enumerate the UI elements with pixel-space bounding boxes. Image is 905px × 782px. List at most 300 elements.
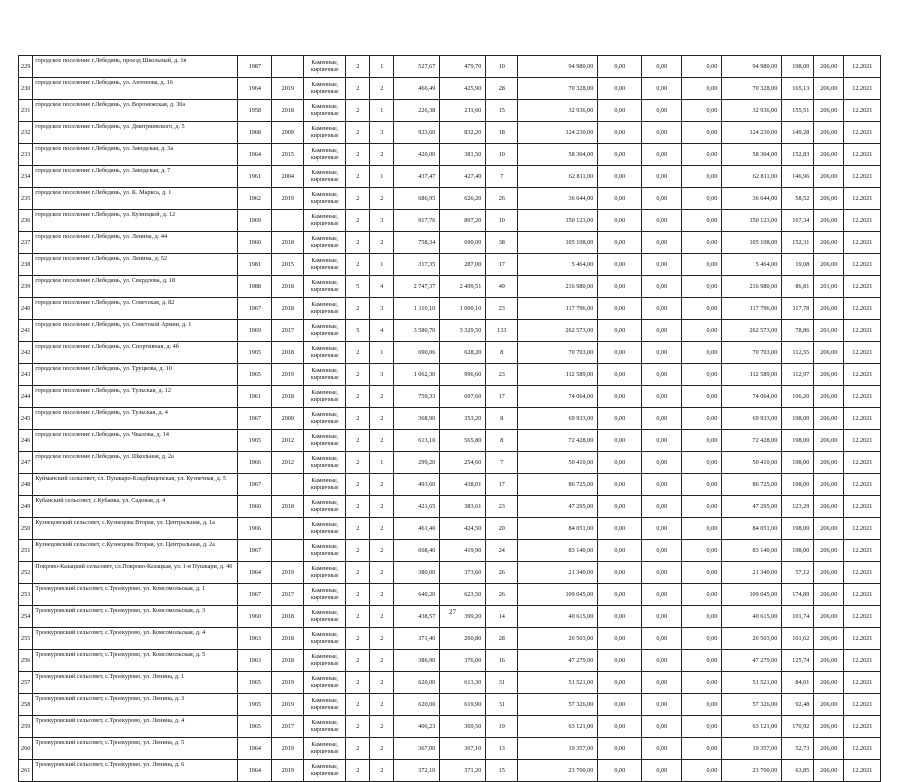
floors-cell: 2	[346, 364, 370, 386]
row-number: 255	[19, 628, 33, 650]
year-repaired-cell	[272, 474, 304, 496]
owners-funds-cell: 105 108,00	[722, 232, 782, 254]
table-row	[19, 408, 881, 430]
total-area-cell: 461,40	[394, 518, 440, 540]
floors-cell: 5	[346, 320, 370, 342]
floors-cell: 2	[346, 716, 370, 738]
year-built-cell: 1963	[238, 628, 272, 650]
residents-cell: 16	[486, 650, 518, 672]
entrances-cell: 1	[370, 166, 394, 188]
total-cost-cell: 109 045,00	[518, 584, 598, 606]
unit-cost-cell: 86,81	[782, 276, 814, 298]
row-number: 229	[19, 56, 33, 78]
floors-cell: 2	[346, 606, 370, 628]
total-area-cell: 620,00	[394, 694, 440, 716]
regional-budget-cell: 0,00	[642, 342, 682, 364]
address-cell: городское поселение г.Лебедянь, ул. К. Маркса, д. 1	[33, 188, 238, 210]
year-repaired-cell: 2018	[272, 298, 304, 320]
residents-cell: 20	[486, 518, 518, 540]
total-cost-cell: 63 121,00	[518, 716, 598, 738]
regional-budget-cell: 0,00	[642, 364, 682, 386]
year-built-cell: 1966	[238, 452, 272, 474]
regional-budget-cell: 0,00	[642, 408, 682, 430]
entrances-cell: 2	[370, 78, 394, 100]
residents-cell: 7	[486, 166, 518, 188]
living-area-cell: 373,60	[440, 562, 486, 584]
completion-date-cell: 12.2021	[844, 694, 881, 716]
table-row	[19, 430, 881, 452]
total-area-cell: 420,00	[394, 144, 440, 166]
year-repaired-cell: 2012	[272, 452, 304, 474]
floors-cell: 2	[346, 430, 370, 452]
wall-material-cell: Каменные, кирпичные	[304, 474, 346, 496]
living-area-cell: 438,01	[440, 474, 486, 496]
row-number: 236	[19, 210, 33, 232]
total-cost-cell: 94 980,00	[518, 56, 598, 78]
local-budget-cell: 0,00	[682, 122, 722, 144]
wall-material-cell: Каменные, кирпичные	[304, 452, 346, 474]
year-built-cell: 1964	[238, 760, 272, 782]
regional-budget-cell: 0,00	[642, 166, 682, 188]
unit-cost-cell: 112,97	[782, 364, 814, 386]
year-repaired-cell: 2019	[272, 78, 304, 100]
address-cell: Кубанский сельсовет, с.Кубанка, ул. Садовая, д. 4	[33, 496, 238, 518]
living-area-cell: 371,20	[440, 760, 486, 782]
address-cell: Покрово-Казацкий сельсовет, сл.Покрово-Казацкая, ул. 1-я Пушкари, д. 46	[33, 562, 238, 584]
wall-material-cell: Каменные, кирпичные	[304, 210, 346, 232]
fund-share-cell: 0,00	[598, 122, 642, 144]
living-area-cell: 399,20	[440, 606, 486, 628]
local-budget-cell: 0,00	[682, 276, 722, 298]
total-cost-cell: 5 464,00	[518, 254, 598, 276]
regional-budget-cell: 0,00	[642, 210, 682, 232]
table-row	[19, 166, 881, 188]
completion-date-cell: 12.2021	[844, 496, 881, 518]
year-built-cell: 1965	[238, 342, 272, 364]
entrances-cell: 2	[370, 386, 394, 408]
living-area-cell: 369,50	[440, 716, 486, 738]
living-area-cell: 565,80	[440, 430, 486, 452]
fund-share-cell: 0,00	[598, 606, 642, 628]
local-budget-cell: 0,00	[682, 166, 722, 188]
regional-budget-cell: 0,00	[642, 254, 682, 276]
wall-material-cell: Каменные, кирпичные	[304, 760, 346, 782]
floors-cell: 2	[346, 628, 370, 650]
regional-budget-cell: 0,00	[642, 672, 682, 694]
row-number: 233	[19, 144, 33, 166]
regional-budget-cell: 0,00	[642, 474, 682, 496]
total-cost-cell: 58 304,00	[518, 144, 598, 166]
unit-cost-cell: 167,34	[782, 210, 814, 232]
local-budget-cell: 0,00	[682, 364, 722, 386]
living-area-cell: 254,60	[440, 452, 486, 474]
completion-date-cell: 12.2021	[844, 78, 881, 100]
total-area-cell: 759,33	[394, 386, 440, 408]
address-cell: городское поселение г.Лебедянь, ул. Заводская, д. 7	[33, 166, 238, 188]
total-area-cell: 438,57	[394, 606, 440, 628]
residents-cell: 7	[486, 452, 518, 474]
regional-budget-cell: 0,00	[642, 606, 682, 628]
local-budget-cell: 0,00	[682, 430, 722, 452]
entrances-cell: 2	[370, 474, 394, 496]
address-cell: городское поселение г.Лебедянь, ул. Ленина, д. 52	[33, 254, 238, 276]
table-row	[19, 672, 881, 694]
completion-date-cell: 12.2021	[844, 342, 881, 364]
regional-budget-cell: 0,00	[642, 738, 682, 760]
year-built-cell: 1967	[238, 408, 272, 430]
floors-cell: 2	[346, 738, 370, 760]
local-budget-cell: 0,00	[682, 342, 722, 364]
residents-cell: 15	[486, 760, 518, 782]
total-area-cell: 923,60	[394, 122, 440, 144]
limit-cost-cell: 206,00	[814, 408, 844, 430]
completion-date-cell: 12.2021	[844, 672, 881, 694]
entrances-cell: 1	[370, 342, 394, 364]
residents-cell: 10	[486, 144, 518, 166]
address-cell: Троекуровский сельсовет, с.Троекурово, ул. Комсомольская, д. 1	[33, 584, 238, 606]
regional-budget-cell: 0,00	[642, 232, 682, 254]
year-built-cell: 1966	[238, 518, 272, 540]
floors-cell: 2	[346, 386, 370, 408]
completion-date-cell: 12.2021	[844, 474, 881, 496]
wall-material-cell: Каменные, кирпичные	[304, 738, 346, 760]
unit-cost-cell: 198,00	[782, 408, 814, 430]
address-cell: городское поселение г.Лебедянь, ул. Чкалова, д. 14	[33, 430, 238, 452]
local-budget-cell: 0,00	[682, 562, 722, 584]
row-number: 261	[19, 760, 33, 782]
limit-cost-cell: 206,00	[814, 122, 844, 144]
limit-cost-cell: 206,00	[814, 584, 844, 606]
row-number: 243	[19, 364, 33, 386]
year-built-cell: 1967	[238, 584, 272, 606]
wall-material-cell: Каменные, кирпичные	[304, 166, 346, 188]
floors-cell: 2	[346, 342, 370, 364]
total-area-cell: 421,65	[394, 496, 440, 518]
table-row	[19, 254, 881, 276]
year-repaired-cell: 2018	[272, 342, 304, 364]
total-cost-cell: 70 703,00	[518, 342, 598, 364]
residents-cell: 10	[486, 210, 518, 232]
unit-cost-cell: 152,83	[782, 144, 814, 166]
fund-share-cell: 0,00	[598, 232, 642, 254]
total-area-cell: 466,49	[394, 78, 440, 100]
living-area-cell: 381,50	[440, 144, 486, 166]
fund-share-cell: 0,00	[598, 320, 642, 342]
fund-share-cell: 0,00	[598, 452, 642, 474]
total-area-cell: 758,34	[394, 232, 440, 254]
total-area-cell: 668,40	[394, 540, 440, 562]
address-cell: городское поселение г.Лебедянь, ул. Заводская, д. 3а	[33, 144, 238, 166]
limit-cost-cell: 206,00	[814, 760, 844, 782]
year-repaired-cell: 2015	[272, 254, 304, 276]
completion-date-cell: 12.2021	[844, 408, 881, 430]
table-row	[19, 210, 881, 232]
residents-cell: 8	[486, 342, 518, 364]
living-area-cell: 3 329,50	[440, 320, 486, 342]
table-row	[19, 78, 881, 100]
entrances-cell: 4	[370, 320, 394, 342]
fund-share-cell: 0,00	[598, 474, 642, 496]
completion-date-cell: 12.2021	[844, 144, 881, 166]
residents-cell: 26	[486, 188, 518, 210]
table-row	[19, 100, 881, 122]
regional-budget-cell: 0,00	[642, 144, 682, 166]
floors-cell: 2	[346, 188, 370, 210]
year-built-cell: 1981	[238, 254, 272, 276]
floors-cell: 2	[346, 210, 370, 232]
floors-cell: 2	[346, 408, 370, 430]
year-repaired-cell: 2009	[272, 408, 304, 430]
year-repaired-cell: 2018	[272, 628, 304, 650]
wall-material-cell: Каменные, кирпичные	[304, 606, 346, 628]
entrances-cell: 2	[370, 562, 394, 584]
total-area-cell: 690,06	[394, 342, 440, 364]
owners-funds-cell: 21 340,00	[722, 562, 782, 584]
total-area-cell: 3 580,70	[394, 320, 440, 342]
year-built-cell: 1987	[238, 56, 272, 78]
regional-budget-cell: 0,00	[642, 100, 682, 122]
address-cell: городское поселение г.Лебедянь, ул. Труцкова, д. 10	[33, 364, 238, 386]
floors-cell: 2	[346, 78, 370, 100]
row-number: 260	[19, 738, 33, 760]
address-cell: Троекуровский сельсовет, с.Троекурово, ул. Комсомольская, д. 4	[33, 628, 238, 650]
table-row	[19, 738, 881, 760]
completion-date-cell: 12.2021	[844, 606, 881, 628]
limit-cost-cell: 206,00	[814, 254, 844, 276]
total-cost-cell: 70 328,00	[518, 78, 598, 100]
residents-cell: 17	[486, 254, 518, 276]
owners-funds-cell: 94 980,00	[722, 56, 782, 78]
fund-share-cell: 0,00	[598, 364, 642, 386]
row-number: 250	[19, 518, 33, 540]
entrances-cell: 2	[370, 672, 394, 694]
unit-cost-cell: 123,29	[782, 496, 814, 518]
total-area-cell: 299,20	[394, 452, 440, 474]
limit-cost-cell: 206,00	[814, 430, 844, 452]
table-row	[19, 716, 881, 738]
entrances-cell: 2	[370, 540, 394, 562]
completion-date-cell: 12.2021	[844, 232, 881, 254]
regional-budget-cell: 0,00	[642, 540, 682, 562]
unit-cost-cell: 125,74	[782, 650, 814, 672]
total-area-cell: 371,40	[394, 628, 440, 650]
total-cost-cell: 83 140,00	[518, 540, 598, 562]
total-cost-cell: 216 980,00	[518, 276, 598, 298]
residents-cell: 49	[486, 276, 518, 298]
wall-material-cell: Каменные, кирпичные	[304, 430, 346, 452]
entrances-cell: 2	[370, 144, 394, 166]
residents-cell: 133	[486, 320, 518, 342]
table-row	[19, 342, 881, 364]
entrances-cell: 2	[370, 606, 394, 628]
year-built-cell: 1965	[238, 672, 272, 694]
floors-cell: 2	[346, 144, 370, 166]
year-built-cell: 1988	[238, 276, 272, 298]
local-budget-cell: 0,00	[682, 144, 722, 166]
floors-cell: 2	[346, 518, 370, 540]
living-area-cell: 690,00	[440, 232, 486, 254]
limit-cost-cell: 201,00	[814, 276, 844, 298]
row-number: 244	[19, 386, 33, 408]
address-cell: Троекуровский сельсовет, с.Троекурово, ул. Ленина, д. 3	[33, 694, 238, 716]
row-number: 238	[19, 254, 33, 276]
completion-date-cell: 12.2021	[844, 188, 881, 210]
total-area-cell: 620,00	[394, 672, 440, 694]
total-area-cell: 2 747,37	[394, 276, 440, 298]
living-area-cell: 619,90	[440, 694, 486, 716]
address-cell: Троекуровский сельсовет, с.Троекурово, ул. Ленина, д. 5	[33, 738, 238, 760]
table-row	[19, 364, 881, 386]
row-number: 245	[19, 408, 33, 430]
owners-funds-cell: 5 464,00	[722, 254, 782, 276]
floors-cell: 2	[346, 584, 370, 606]
entrances-cell: 2	[370, 738, 394, 760]
residents-cell: 28	[486, 78, 518, 100]
row-number: 230	[19, 78, 33, 100]
regional-budget-cell: 0,00	[642, 78, 682, 100]
floors-cell: 2	[346, 122, 370, 144]
fund-share-cell: 0,00	[598, 78, 642, 100]
row-number: 249	[19, 496, 33, 518]
address-cell: городское поселение г.Лебедянь, ул. Дмитриевского, д. 5	[33, 122, 238, 144]
regional-budget-cell: 0,00	[642, 122, 682, 144]
local-budget-cell: 0,00	[682, 320, 722, 342]
residents-cell: 10	[486, 56, 518, 78]
living-area-cell: 1 000,10	[440, 298, 486, 320]
total-cost-cell: 26 503,00	[518, 628, 598, 650]
year-repaired-cell: 2019	[272, 364, 304, 386]
residents-cell: 18	[486, 122, 518, 144]
fund-share-cell: 0,00	[598, 166, 642, 188]
year-built-cell: 1967	[238, 298, 272, 320]
row-number: 254	[19, 606, 33, 628]
limit-cost-cell: 206,00	[814, 474, 844, 496]
year-built-cell: 1964	[238, 738, 272, 760]
entrances-cell: 2	[370, 694, 394, 716]
regional-budget-cell: 0,00	[642, 694, 682, 716]
address-cell: городское поселение г.Лебедянь, ул. Свердлова, д. 18	[33, 276, 238, 298]
entrances-cell: 2	[370, 716, 394, 738]
fund-share-cell: 0,00	[598, 430, 642, 452]
living-area-cell: 211,60	[440, 100, 486, 122]
total-cost-cell: 84 051,00	[518, 518, 598, 540]
housing-register-table-wrapper	[18, 55, 881, 782]
wall-material-cell: Каменные, кирпичные	[304, 232, 346, 254]
total-area-cell: 372,10	[394, 760, 440, 782]
wall-material-cell: Каменные, кирпичные	[304, 276, 346, 298]
living-area-cell: 383,61	[440, 496, 486, 518]
completion-date-cell: 12.2021	[844, 254, 881, 276]
living-area-cell: 897,20	[440, 210, 486, 232]
living-area-cell: 832,20	[440, 122, 486, 144]
completion-date-cell: 12.2021	[844, 518, 881, 540]
limit-cost-cell: 206,00	[814, 452, 844, 474]
local-budget-cell: 0,00	[682, 738, 722, 760]
completion-date-cell: 12.2021	[844, 760, 881, 782]
total-cost-cell: 74 064,00	[518, 386, 598, 408]
residents-cell: 31	[486, 694, 518, 716]
residents-cell: 38	[486, 232, 518, 254]
year-repaired-cell	[272, 518, 304, 540]
owners-funds-cell: 83 140,00	[722, 540, 782, 562]
fund-share-cell: 0,00	[598, 254, 642, 276]
owners-funds-cell: 58 304,00	[722, 144, 782, 166]
completion-date-cell: 12.2021	[844, 540, 881, 562]
residents-cell: 24	[486, 540, 518, 562]
unit-cost-cell: 152,31	[782, 232, 814, 254]
entrances-cell: 2	[370, 408, 394, 430]
total-cost-cell: 51 521,00	[518, 672, 598, 694]
address-cell: Кузнецовский сельсовет, с.Кузнецова Вторая, ул. Центральная, д. 1а	[33, 518, 238, 540]
table-row	[19, 188, 881, 210]
year-built-cell: 1964	[238, 562, 272, 584]
total-cost-cell: 117 796,00	[518, 298, 598, 320]
floors-cell: 2	[346, 650, 370, 672]
living-area-cell: 367,10	[440, 738, 486, 760]
total-cost-cell: 57 326,00	[518, 694, 598, 716]
limit-cost-cell: 206,00	[814, 540, 844, 562]
unit-cost-cell: 57,12	[782, 562, 814, 584]
table-row	[19, 386, 881, 408]
table-row	[19, 650, 881, 672]
owners-funds-cell: 23 700,00	[722, 760, 782, 782]
limit-cost-cell: 206,00	[814, 518, 844, 540]
total-cost-cell: 86 725,00	[518, 474, 598, 496]
total-area-cell: 527,67	[394, 56, 440, 78]
table-row	[19, 56, 881, 78]
wall-material-cell: Каменные, кирпичные	[304, 650, 346, 672]
total-cost-cell: 72 428,00	[518, 430, 598, 452]
wall-material-cell: Каменные, кирпичные	[304, 694, 346, 716]
local-budget-cell: 0,00	[682, 606, 722, 628]
local-budget-cell: 0,00	[682, 386, 722, 408]
fund-share-cell: 0,00	[598, 188, 642, 210]
total-cost-cell: 36 644,00	[518, 188, 598, 210]
total-area-cell: 226,38	[394, 100, 440, 122]
living-area-cell: 623,50	[440, 584, 486, 606]
owners-funds-cell: 72 428,00	[722, 430, 782, 452]
year-built-cell: 1960	[238, 232, 272, 254]
limit-cost-cell: 206,00	[814, 232, 844, 254]
row-number: 237	[19, 232, 33, 254]
row-number: 251	[19, 540, 33, 562]
limit-cost-cell: 206,00	[814, 672, 844, 694]
address-cell: городское поселение г.Лебедянь, ул. Антонова, д. 16	[33, 78, 238, 100]
year-repaired-cell: 2019	[272, 738, 304, 760]
regional-budget-cell: 0,00	[642, 496, 682, 518]
local-budget-cell: 0,00	[682, 540, 722, 562]
wall-material-cell: Каменные, кирпичные	[304, 188, 346, 210]
owners-funds-cell: 69 933,00	[722, 408, 782, 430]
row-number: 242	[19, 342, 33, 364]
year-repaired-cell: 2017	[272, 320, 304, 342]
total-area-cell: 1 062,30	[394, 364, 440, 386]
table-row	[19, 584, 881, 606]
unit-cost-cell: 92,48	[782, 694, 814, 716]
year-built-cell: 1962	[238, 188, 272, 210]
completion-date-cell: 12.2021	[844, 210, 881, 232]
address-cell: Троекуровский сельсовет, с.Троекурово, ул. Ленина, д. 1	[33, 672, 238, 694]
regional-budget-cell: 0,00	[642, 188, 682, 210]
floors-cell: 2	[346, 672, 370, 694]
total-cost-cell: 23 700,00	[518, 760, 598, 782]
total-cost-cell: 47 279,00	[518, 650, 598, 672]
entrances-cell: 1	[370, 452, 394, 474]
limit-cost-cell: 206,00	[814, 188, 844, 210]
residents-cell: 13	[486, 738, 518, 760]
unit-cost-cell: 112,55	[782, 342, 814, 364]
total-cost-cell: 150 123,00	[518, 210, 598, 232]
